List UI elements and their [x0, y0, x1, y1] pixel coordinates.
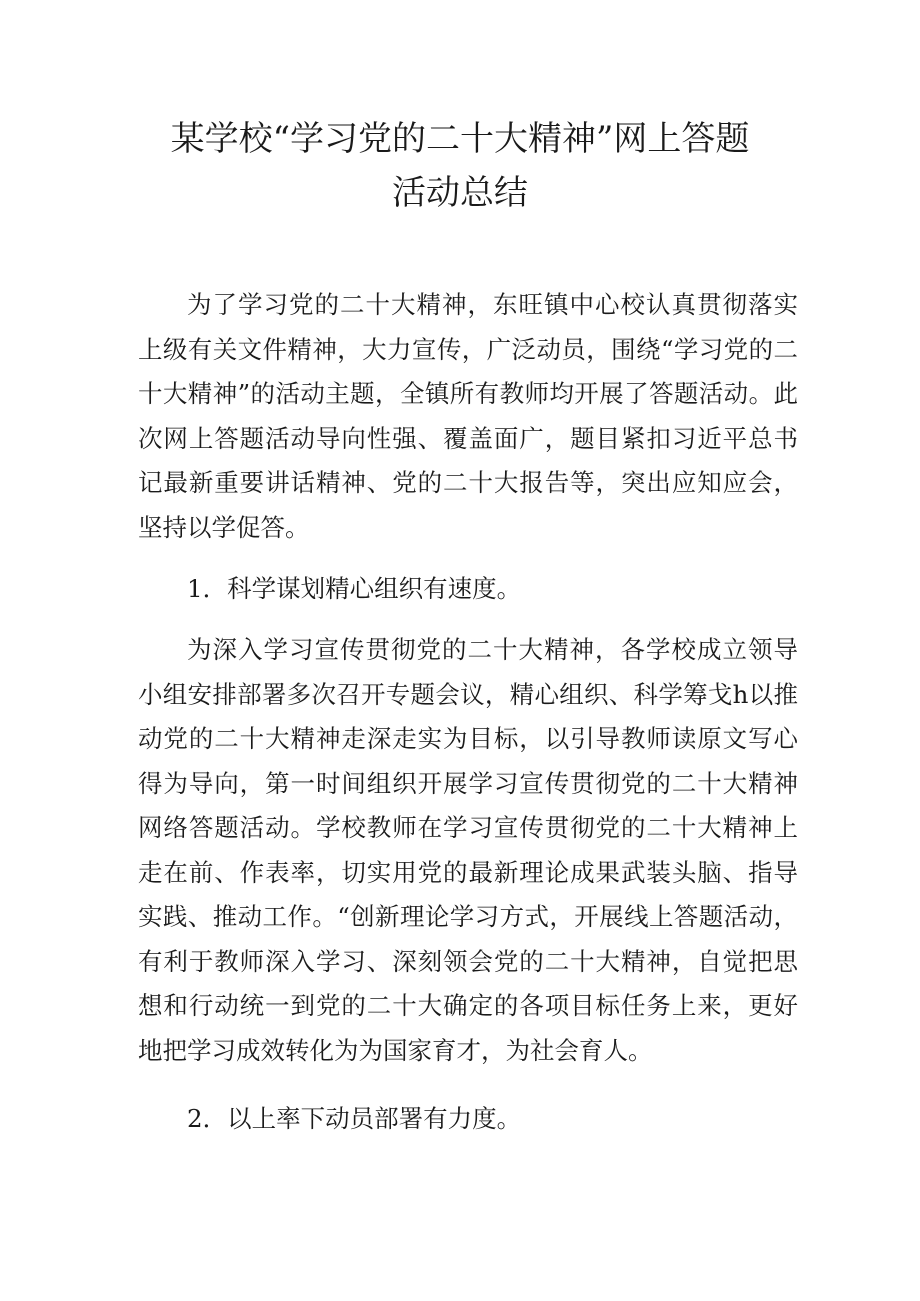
- document-title-line-1: 某学校“学习党的二十大精神”网上答题: [170, 119, 750, 159]
- document-title-line-2: 活动总结: [392, 173, 528, 213]
- intro-paragraph: 为了学习党的二十大精神，东旺镇中心校认真贯彻落实上级有关文件精神，大力宣传，广泛动员，围绕“学习党的二十大精神”的活动主题，全镇所有教师均开展了答题活动。此次网上答题活动导向性强、覆盖面广，题目紧扣习近平总书记最新重要讲话精神、党的二十大报告等，突出应知应会，坚持以学促答。: [138, 290, 798, 542]
- section-1-heading: 1．科学谋划精心组织有速度。: [187, 574, 522, 603]
- section-2-heading: 2．以上率下动员部署有力度。: [187, 1104, 522, 1133]
- section-1-paragraph: 为深入学习宣传贯彻党的二十大精神，各学校成立领导小组安排部署多次召开专题会议，精心组织、科学筹戈h以推动党的二十大精神走深走实为目标，以引导教师读原文写心得为导向，第一时间组织开展学习宣传贯彻党的二十大精神网络答题活动。学校教师在学习宣传贯彻党的二十大精神上走在前、作表率，切实用党的最新理论成果武装头脑、指导实践、推动工作。“创新理论学习方式，开展线上答题活动，有利于教师深入学习、深刻领会党的二十大精神，自觉把思想和行动统一到党的二十大确定的各项目标任务上来，更好地把学习成效转化为为国家育才，为社会育人。: [138, 635, 798, 1065]
